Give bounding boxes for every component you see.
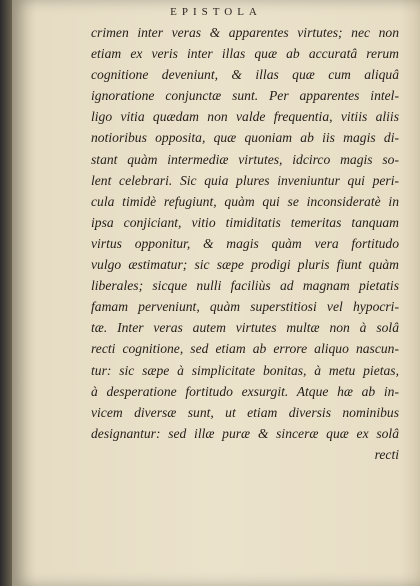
body-text: [91, 22, 399, 465]
text-line: designantur: sed illæ puræ & sinceræ quæ ex solâ: [91, 425, 399, 441]
running-head: EPISTOLA: [170, 6, 262, 18]
text-line: recti cognitione, sed etiam ab errore aliquo nascun-: [91, 341, 399, 357]
text-line: ipsa conjiciant, vitio timiditatis temeritas tanquam: [91, 214, 399, 230]
text-line: tur: sic sæpe à simplicitate bonitas, à metu pietas,: [91, 362, 399, 378]
binding-edge: [0, 0, 12, 586]
text-line: ignoratione conjunctæ sunt. Per apparentes intel-: [91, 88, 399, 104]
text-line: à desperatione fortitudo exsurgit. Atque hæ ab in-: [91, 383, 399, 399]
text-line: tæ. Inter veras autem virtutes multæ non à solâ: [91, 320, 399, 336]
text-line: crimen inter veras & apparentes virtutes; nec non: [91, 25, 399, 40]
text-line: famam perveniunt, quàm superstitiosi vel hypocri-: [91, 299, 399, 315]
text-line: cula timidè refugiunt, quàm qui se inconsideratè in: [91, 193, 399, 209]
text-line: stant quàm intermediæ virtutes, idcirco magis so-: [91, 151, 399, 167]
text-line: virtus opponitur, & magis quàm vera fortitudo: [91, 235, 399, 251]
text-line: notioribus opposita, quæ quoniam ab iis magis di-: [91, 130, 399, 146]
text-line: liberales; sicque nulli faciliùs ad magnam pietatis: [91, 278, 399, 294]
text-line: ligo vitia quædam non valde frequentia, vitiis aliis: [91, 109, 399, 125]
book-page: [12, 0, 420, 586]
text-line: etiam ex veris inter illas quæ ab accuratâ rerum: [91, 46, 399, 62]
catchword: recti: [374, 446, 399, 462]
text-line: vulgo æstimatur; sic sæpe prodigi pluris fiunt quàm: [91, 257, 399, 273]
text-line: vicem diversæ sunt, ut etiam diversis nominibus: [91, 404, 399, 420]
text-line: cognitione deveniunt, & illas quæ cum aliquâ: [91, 67, 399, 83]
text-line: lent celebrari. Sic quia plures inveniuntur qui peri-: [91, 172, 399, 188]
